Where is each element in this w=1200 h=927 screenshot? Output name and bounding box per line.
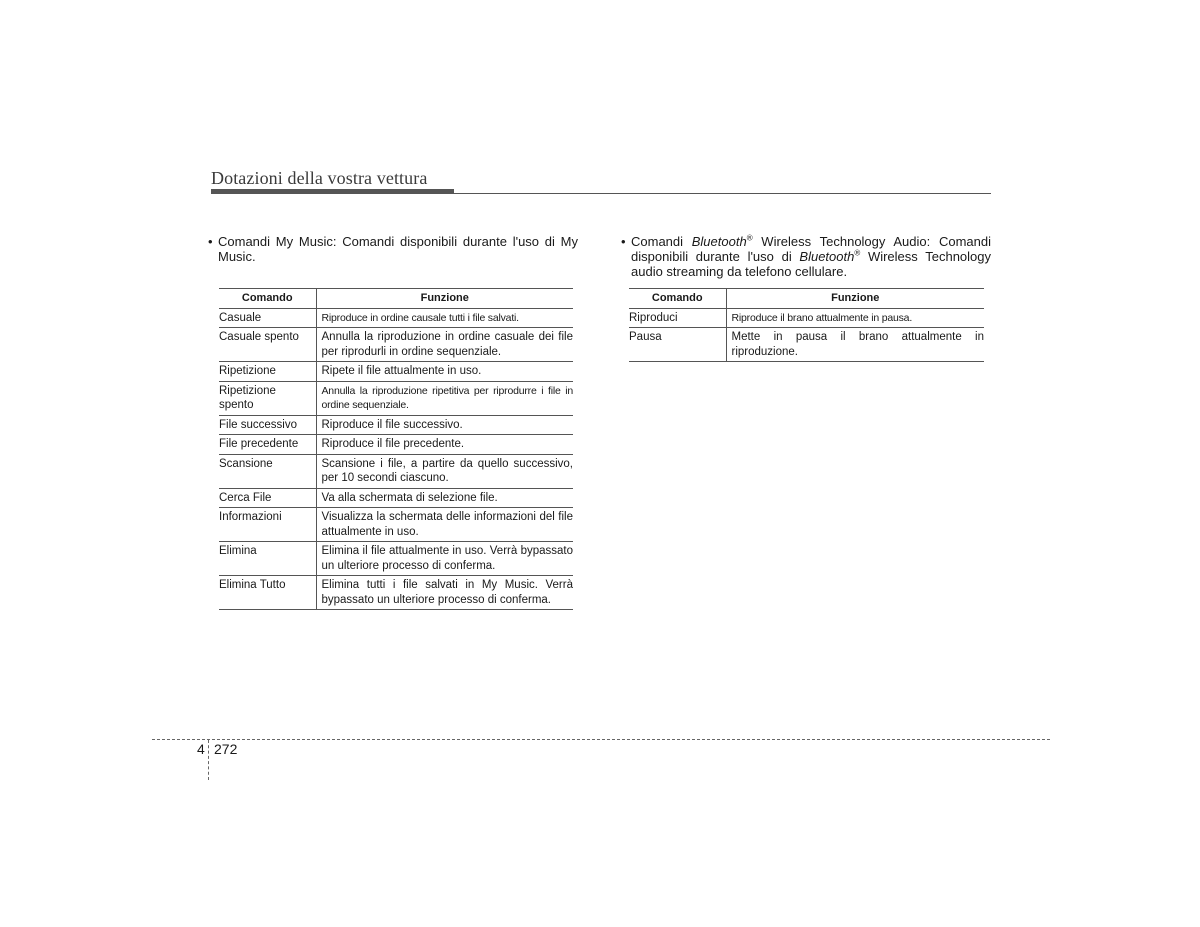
table-header-row [219,289,573,309]
command-cell: Ripetizione spento [219,381,316,415]
page-number: 272 [214,741,238,757]
bluetooth-intro [621,234,991,279]
footer-divider [152,739,1050,740]
command-cell: Informazioni [219,508,316,542]
intro-text-part: Wireless Technology Audio: Comandi disponibili durante l'uso di [631,234,991,264]
function-cell: Va alla schermata di selezione file. [316,488,573,508]
table-row [219,488,573,508]
table-row [219,328,573,362]
command-cell: File precedente [219,435,316,455]
function-cell: Elimina il file attualmente in uso. Verrà bypassato un ulteriore processo di conferma. [316,542,573,576]
bullet: • [621,234,626,249]
function-cell: Riproduce il file precedente. [316,435,573,455]
registered-mark: ® [746,233,753,243]
function-cell: Annulla la riproduzione ripetitiva per riprodurre i file in ordine sequenziale. [316,381,573,415]
function-cell: Riproduce il brano attualmente in pausa. [726,308,984,328]
function-cell: Riproduce il file successivo. [316,415,573,435]
my-music-commands-table [219,288,573,610]
my-music-intro [208,234,578,264]
bluetooth-brand: Bluetooth [799,249,855,264]
function-cell: Elimina tutti i file salvati in My Music. Verrà bypassato un ulteriore processo di conferma. [316,576,573,610]
table-row [219,415,573,435]
table-row [219,435,573,455]
bluetooth-commands-table [629,288,984,362]
column-header-function: Funzione [726,289,984,309]
table-row [629,308,984,328]
command-cell: Cerca File [219,488,316,508]
bluetooth-brand: Bluetooth [691,234,747,249]
chapter-number: 4 [197,741,205,757]
command-cell: Scansione [219,454,316,488]
bluetooth-intro-text [621,234,991,279]
table-header-row [629,289,984,309]
command-cell: Casuale [219,308,316,328]
table-row [219,381,573,415]
command-cell: Casuale spento [219,328,316,362]
function-cell: Mette in pausa il brano attualmente in riproduzione. [726,328,984,362]
command-cell: Riproduci [629,308,726,328]
header-rule [211,193,991,194]
function-cell: Scansione i file, a partire da quello successivo, per 10 secondi ciascuno. [316,454,573,488]
table-row [629,328,984,362]
column-header-command: Comando [629,289,726,309]
table-row [219,308,573,328]
function-cell: Riproduce in ordine causale tutti i file salvati. [316,308,573,328]
command-cell: Elimina [219,542,316,576]
footer-vertical-divider [208,740,209,780]
table-row [219,454,573,488]
command-cell: Pausa [629,328,726,362]
function-cell: Visualizza la schermata delle informazioni del file attualmente in uso. [316,508,573,542]
table-row [219,542,573,576]
intro-text-part: Wireless Technology audio streaming da telefono cellulare. [631,249,992,279]
column-header-function: Funzione [316,289,573,309]
column-header-command: Comando [219,289,316,309]
intro-text-part: Comandi [631,234,692,249]
table-row [219,362,573,382]
registered-mark: ® [854,248,861,258]
command-cell: Ripetizione [219,362,316,382]
command-cell: File successivo [219,415,316,435]
table-row [219,576,573,610]
function-cell: Annulla la riproduzione in ordine casuale dei file per riprodurli in ordine sequenziale. [316,328,573,362]
function-cell: Ripete il file attualmente in uso. [316,362,573,382]
command-cell: Elimina Tutto [219,576,316,610]
page-header-title: Dotazioni della vostra vettura [211,168,428,188]
my-music-intro-text: Comandi My Music: Comandi disponibili durante l'uso di My Music. [218,234,578,264]
bullet: • [208,234,213,249]
table-row [219,508,573,542]
